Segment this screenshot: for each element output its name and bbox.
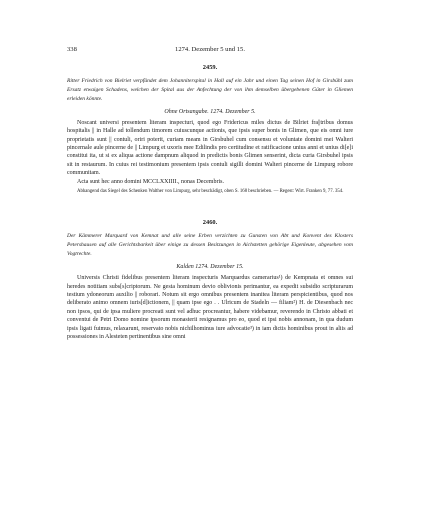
place-and-date: Ohne Ortsangabe. 1274. Dezember 5.: [164, 108, 256, 115]
document-entry-2460: [67, 219, 353, 341]
page-header: [67, 46, 353, 58]
regest-summary: Der Kämmerer Marquard von Kemnat und alle seine Erben verzichten zu Gunsten von Abt und Konvent des Klosters Petershausen auf alle Gerichtsbarkeit über einige zu dessen Besitzungen in Aichstetten gehörige Eigenleute, abgesehen vom Vogtrechte.: [67, 233, 353, 258]
running-head-date: 1274. Dezember 5 und 15.: [175, 46, 245, 53]
document-entry-2459: [67, 64, 353, 195]
charter-paragraph: Universis Christi fidelibus presentem literam inspecturis Marquardus camerarius¹) de Kempnata et omnes sui heredes notitiam subs[s]criptorum. Ne gesta hominum devio oblivionis perimantur, ea expedit subsidio scripturarum testium ydoneorum auxilio || roborari. Notum sit ergo omnibus presentem inanitea literam perspicientibus, quod nos deliberato animo omnem iuris[d]ictionem, || quam ipse ego . . Ulricum de Stadeln — filiam²) H. de Diesenbach nec non ipsos, qui de ipsa muliere procreati sunt vel adhuc procreantur, habere videbamur, reverendo in Christo abbati et conventui de Petri Domo nomine ipsorum monasterii resignamus pro eo, quod et ipsi nobis annonam, in qua dudum ipsis ligati fuimus, relaxarunt, reservato nobis nichilhominus iure advocatie³) in iam dictis hominibus prout in aliis ad possessiones in Alesteten pertinentibus sine omni: [67, 275, 353, 340]
editorial-notes: [67, 189, 353, 195]
charter-closing: Acta sunt hec anno domini MCCLXXIIII., nonas Decembris.: [77, 178, 224, 185]
regest-summary: Ritter Friedrich von Bielriet verpfändet dem Johanniterspital in Hall auf ein Jahr und einen Tag seinen Hof in Girsbühl zum Ersatz etwaigen Schadens, welchen der Spital aus der Anfechtung der von ihm demselben übergebenen Güter in Gliemen erleiden könnte.: [67, 78, 353, 102]
note-seal: Abhangend das Siegel des Schenken Walther von Limpurg, sehr beschädigt, oben S. 168 beschrieben. — Regest: Wirt. Franken 9, 77. 354.: [77, 188, 344, 194]
page-number: 338: [67, 46, 77, 53]
document-number: 2460.: [202, 219, 218, 227]
charter-paragraph: Noscant universi presentem literam inspecturi, quod ego Fridericus miles dictus de Bilriet fra||tribus domus hospitalis || in Halle ad tollendum timorem cuiuscunque actionis, que ipsis super bonis in Glimen, que eis omni iure proprietatis sunt || contuli, oriri poterit, curiam meam in Girsbuhel cum consensu et voluntate domini mei Walteri pincernale aule pincerne de || Limpurg et uxoris mee Edilindis pro certitudine et ratificacione unius anni et unius di[e]i constitui ita, ut si ex aliqua actione dampnum aliquod in predictis bonis Glimen senserint, dicta curia Girsbuhel ipsis sit in restaurum. In cuius rei testimonium presentem ipsis contuli sigilli domini Walteri pincerne de Limpurg robore communitam.: [67, 119, 353, 177]
charter-text: [67, 119, 353, 186]
document-number: 2459.: [202, 64, 218, 71]
place-and-date: Kalden 1274. Dezember 15.: [176, 264, 244, 271]
charter-text: [67, 274, 353, 341]
